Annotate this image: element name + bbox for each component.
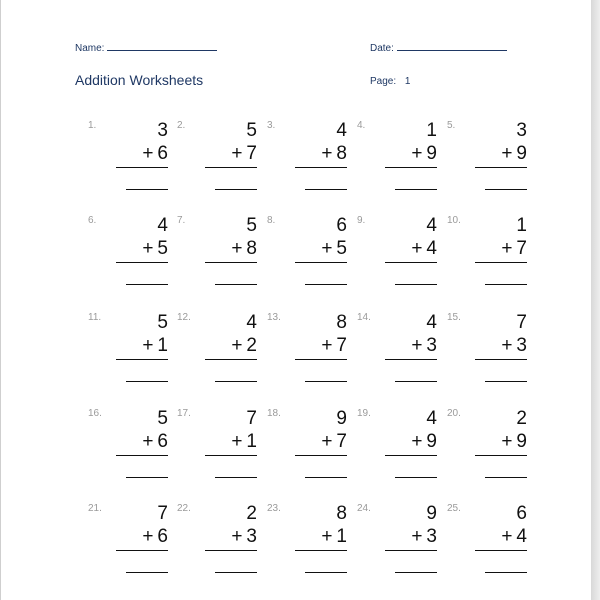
plus-sign: + <box>501 238 513 259</box>
page-indicator <box>370 76 410 87</box>
problem-number: 15. <box>447 312 461 323</box>
sum-rule <box>116 167 168 168</box>
answer-line[interactable] <box>395 477 437 478</box>
answer-line[interactable] <box>485 381 527 382</box>
plus-sign: + <box>411 335 423 356</box>
top-addend: 3 <box>516 120 527 141</box>
plus-sign: + <box>501 526 513 547</box>
page-edge <box>0 0 1 600</box>
sum-rule <box>385 359 437 360</box>
top-addend: 9 <box>336 408 347 429</box>
problem-12 <box>177 312 257 402</box>
date-field[interactable] <box>370 43 507 54</box>
plus-sign: + <box>321 238 333 259</box>
problem-20 <box>447 408 527 498</box>
sum-rule <box>205 550 257 551</box>
bottom-addend <box>142 526 168 548</box>
answer-line[interactable] <box>485 284 527 285</box>
bottom-value: 3 <box>426 335 437 356</box>
answer-line[interactable] <box>126 381 168 382</box>
page-number: 1 <box>404 76 411 87</box>
bottom-value: 8 <box>246 238 257 259</box>
answer-line[interactable] <box>395 572 437 573</box>
problem-number: 22. <box>177 503 191 514</box>
problem-number: 4. <box>357 120 366 131</box>
problem-21 <box>88 503 168 593</box>
sum-rule <box>205 359 257 360</box>
answer-line[interactable] <box>395 284 437 285</box>
problem-number: 7. <box>177 215 186 226</box>
sum-rule <box>475 455 527 456</box>
sum-rule <box>295 550 347 551</box>
plus-sign: + <box>411 238 423 259</box>
answer-line[interactable] <box>215 381 257 382</box>
bottom-addend <box>142 238 168 260</box>
plus-sign: + <box>231 238 243 259</box>
problem-5 <box>447 120 527 210</box>
problem-2 <box>177 120 257 210</box>
top-addend: 2 <box>246 503 257 524</box>
worksheet-title: Addition Worksheets <box>75 72 204 88</box>
answer-line[interactable] <box>305 381 347 382</box>
bottom-value: 7 <box>336 335 347 356</box>
plus-sign: + <box>321 335 333 356</box>
top-addend: 2 <box>516 408 527 429</box>
answer-line[interactable] <box>126 477 168 478</box>
plus-sign: + <box>411 143 423 164</box>
plus-sign: + <box>142 526 154 547</box>
problem-13 <box>267 312 347 402</box>
problem-number: 18. <box>267 408 281 419</box>
sum-rule <box>116 550 168 551</box>
problem-10 <box>447 215 527 305</box>
bottom-value: 2 <box>246 335 257 356</box>
plus-sign: + <box>231 143 243 164</box>
top-addend: 8 <box>336 312 347 333</box>
problem-14 <box>357 312 437 402</box>
answer-line[interactable] <box>305 477 347 478</box>
bottom-value: 3 <box>246 526 257 547</box>
answer-line[interactable] <box>395 381 437 382</box>
bottom-value: 7 <box>516 238 527 259</box>
sum-rule <box>116 359 168 360</box>
bottom-value: 3 <box>426 526 437 547</box>
bottom-value: 6 <box>157 526 168 547</box>
bottom-addend <box>321 431 347 453</box>
answer-line[interactable] <box>126 189 168 190</box>
top-addend: 7 <box>157 503 168 524</box>
problem-number: 13. <box>267 312 281 323</box>
bottom-value: 8 <box>336 143 347 164</box>
top-addend: 5 <box>157 312 168 333</box>
top-addend: 4 <box>157 215 168 236</box>
problem-18 <box>267 408 347 498</box>
bottom-addend <box>321 526 347 548</box>
name-label: Name: <box>75 43 105 54</box>
plus-sign: + <box>142 335 154 356</box>
sum-rule <box>385 262 437 263</box>
problem-25 <box>447 503 527 593</box>
bottom-addend <box>501 431 527 453</box>
page-shadow <box>591 0 600 600</box>
plus-sign: + <box>321 526 333 547</box>
bottom-addend <box>231 526 257 548</box>
bottom-addend <box>142 143 168 165</box>
sum-rule <box>205 167 257 168</box>
sum-rule <box>475 262 527 263</box>
answer-line[interactable] <box>395 189 437 190</box>
plus-sign: + <box>231 526 243 547</box>
top-addend: 5 <box>157 408 168 429</box>
answer-line[interactable] <box>126 284 168 285</box>
problem-1 <box>88 120 168 210</box>
bottom-addend <box>231 335 257 357</box>
sum-rule <box>116 455 168 456</box>
bottom-addend <box>142 335 168 357</box>
bottom-value: 7 <box>246 143 257 164</box>
top-addend: 3 <box>157 120 168 141</box>
problem-7 <box>177 215 257 305</box>
bottom-addend <box>411 143 437 165</box>
plus-sign: + <box>501 143 513 164</box>
sum-rule <box>205 262 257 263</box>
answer-line[interactable] <box>485 189 527 190</box>
sum-rule <box>385 455 437 456</box>
bottom-addend <box>321 238 347 260</box>
bottom-addend <box>142 431 168 453</box>
bottom-addend <box>411 335 437 357</box>
problem-3 <box>267 120 347 210</box>
problem-17 <box>177 408 257 498</box>
top-addend: 7 <box>246 408 257 429</box>
top-addend: 4 <box>246 312 257 333</box>
plus-sign: + <box>231 335 243 356</box>
bottom-value: 6 <box>157 431 168 452</box>
sum-rule <box>295 455 347 456</box>
bottom-addend <box>501 335 527 357</box>
problem-number: 2. <box>177 120 186 131</box>
problem-number: 19. <box>357 408 371 419</box>
plus-sign: + <box>142 143 154 164</box>
problem-22 <box>177 503 257 593</box>
name-line[interactable] <box>107 50 217 51</box>
problem-number: 6. <box>88 215 97 226</box>
problem-number: 21. <box>88 503 102 514</box>
problem-number: 5. <box>447 120 456 131</box>
top-addend: 5 <box>246 215 257 236</box>
page-label: Page: <box>370 76 397 87</box>
bottom-addend <box>501 526 527 548</box>
sum-rule <box>475 359 527 360</box>
bottom-value: 5 <box>157 238 168 259</box>
problem-number: 17. <box>177 408 191 419</box>
bottom-addend <box>411 238 437 260</box>
name-field[interactable] <box>75 43 217 54</box>
top-addend: 6 <box>516 503 527 524</box>
top-addend: 1 <box>516 215 527 236</box>
problem-number: 12. <box>177 312 191 323</box>
answer-line[interactable] <box>126 572 168 573</box>
problem-24 <box>357 503 437 593</box>
problem-number: 10. <box>447 215 461 226</box>
problem-number: 11. <box>88 312 102 323</box>
bottom-addend <box>501 238 527 260</box>
plus-sign: + <box>231 431 243 452</box>
sum-rule <box>295 359 347 360</box>
bottom-value: 6 <box>157 143 168 164</box>
problem-15 <box>447 312 527 402</box>
top-addend: 9 <box>426 503 437 524</box>
bottom-value: 9 <box>516 143 527 164</box>
bottom-value: 9 <box>516 431 527 452</box>
bottom-addend <box>411 431 437 453</box>
problem-number: 8. <box>267 215 276 226</box>
answer-line[interactable] <box>215 572 257 573</box>
plus-sign: + <box>501 335 513 356</box>
bottom-value: 1 <box>246 431 257 452</box>
problem-number: 9. <box>357 215 366 226</box>
answer-line[interactable] <box>305 572 347 573</box>
sum-rule <box>475 167 527 168</box>
problem-23 <box>267 503 347 593</box>
top-addend: 6 <box>336 215 347 236</box>
problem-number: 24. <box>357 503 371 514</box>
bottom-value: 9 <box>426 143 437 164</box>
sum-rule <box>385 167 437 168</box>
problem-4 <box>357 120 437 210</box>
bottom-value: 3 <box>516 335 527 356</box>
bottom-addend <box>501 143 527 165</box>
problem-19 <box>357 408 437 498</box>
plus-sign: + <box>411 431 423 452</box>
answer-line[interactable] <box>305 189 347 190</box>
plus-sign: + <box>411 526 423 547</box>
plus-sign: + <box>142 431 154 452</box>
bottom-addend <box>231 238 257 260</box>
bottom-addend <box>231 431 257 453</box>
answer-line[interactable] <box>305 284 347 285</box>
date-label: Date: <box>370 43 394 54</box>
sum-rule <box>385 550 437 551</box>
answer-line[interactable] <box>215 477 257 478</box>
top-addend: 4 <box>426 408 437 429</box>
bottom-addend <box>411 526 437 548</box>
answer-line[interactable] <box>215 189 257 190</box>
problem-number: 16. <box>88 408 102 419</box>
problem-number: 1. <box>88 120 97 131</box>
answer-line[interactable] <box>485 477 527 478</box>
top-addend: 8 <box>336 503 347 524</box>
bottom-value: 5 <box>336 238 347 259</box>
problem-8 <box>267 215 347 305</box>
plus-sign: + <box>321 143 333 164</box>
top-addend: 5 <box>246 120 257 141</box>
problem-number: 20. <box>447 408 461 419</box>
bottom-value: 4 <box>426 238 437 259</box>
bottom-value: 9 <box>426 431 437 452</box>
problem-number: 3. <box>267 120 276 131</box>
problem-11 <box>88 312 168 402</box>
top-addend: 1 <box>426 120 437 141</box>
bottom-value: 1 <box>336 526 347 547</box>
top-addend: 4 <box>426 312 437 333</box>
plus-sign: + <box>321 431 333 452</box>
answer-line[interactable] <box>215 284 257 285</box>
bottom-value: 1 <box>157 335 168 356</box>
sum-rule <box>295 262 347 263</box>
problem-number: 23. <box>267 503 281 514</box>
bottom-addend <box>321 143 347 165</box>
problem-16 <box>88 408 168 498</box>
problem-9 <box>357 215 437 305</box>
top-addend: 7 <box>516 312 527 333</box>
top-addend: 4 <box>336 120 347 141</box>
problem-number: 14. <box>357 312 371 323</box>
sum-rule <box>116 262 168 263</box>
problem-6 <box>88 215 168 305</box>
answer-line[interactable] <box>485 572 527 573</box>
top-addend: 4 <box>426 215 437 236</box>
plus-sign: + <box>142 238 154 259</box>
bottom-value: 7 <box>336 431 347 452</box>
bottom-value: 4 <box>516 526 527 547</box>
plus-sign: + <box>501 431 513 452</box>
sum-rule <box>295 167 347 168</box>
bottom-addend <box>231 143 257 165</box>
date-line[interactable] <box>397 50 507 51</box>
sum-rule <box>475 550 527 551</box>
problem-number: 25. <box>447 503 461 514</box>
bottom-addend <box>321 335 347 357</box>
sum-rule <box>205 455 257 456</box>
